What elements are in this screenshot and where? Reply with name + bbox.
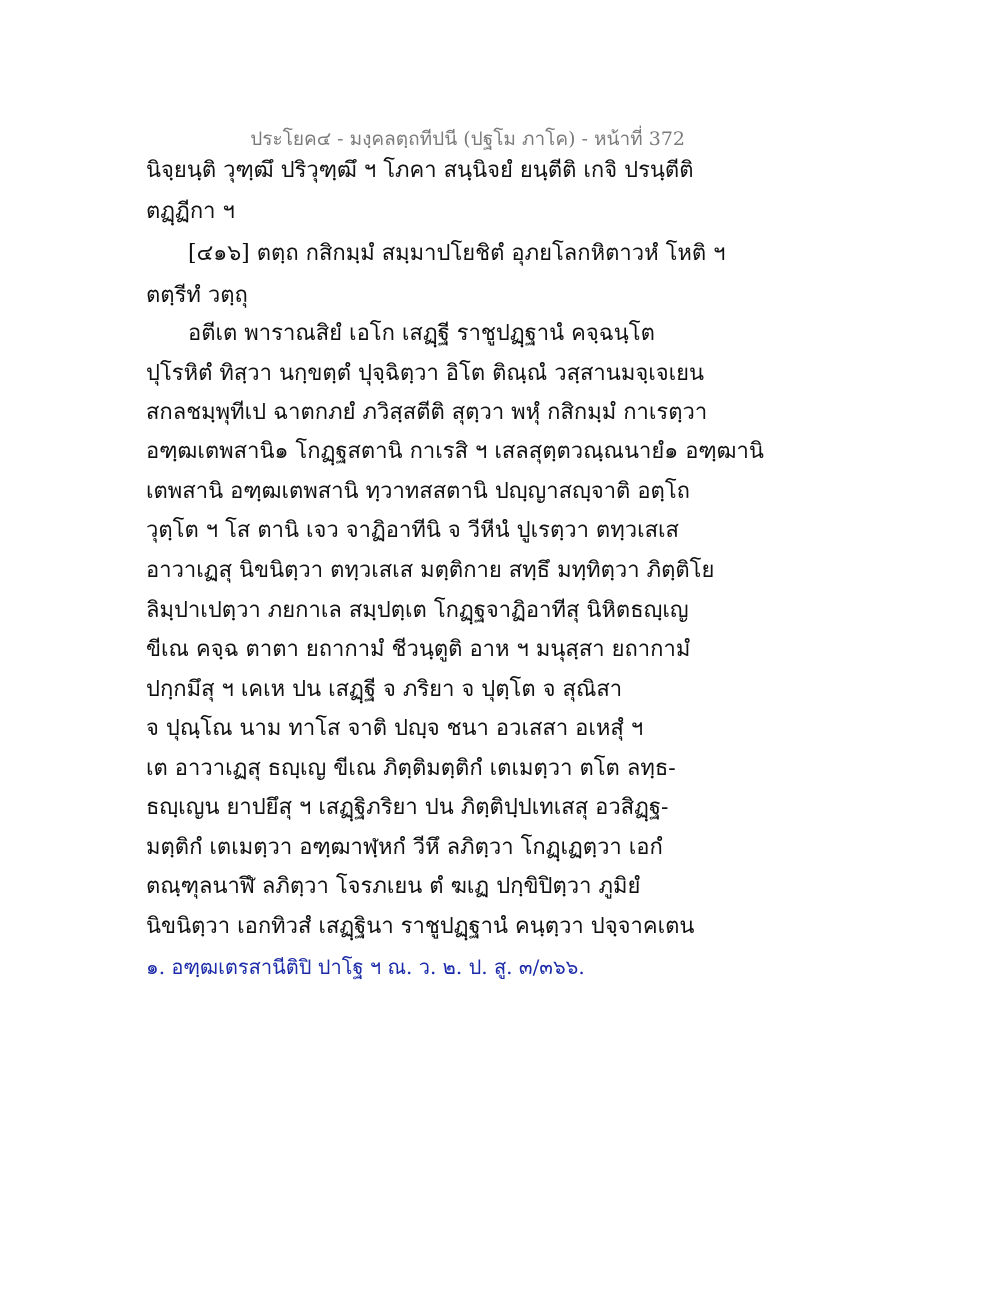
text-line: ลิมฺปาเปตฺวา ภยกาเล สมฺปตฺเต โกฏฺฐจาฏิอาทีสุ นิหิตธญฺเญ (146, 598, 689, 623)
text-line: ธญฺเญน ยาปยึสุ ฯ เสฏฺฐิภริยา ปน ภิตฺติปฺปเทเสสุ อวสิฏฺฐ- (146, 795, 669, 820)
text-line: อฑฺฒเตพสานิ๑ โกฏฺฐสตานิ กาเรสิ ฯ เสลสุตฺตวณฺณนายํ๑ อฑฺฒานิ (146, 439, 764, 464)
text-line: ขีเณ คจฺฉ ตาตา ยถากามํ ชีวนฺตูติ อาห ฯ มนุสฺสา ยถากามํ (146, 637, 691, 662)
text-line: มตฺติกํ เตเมตฺวา อฑฺฒาฬฺหกํ วีหึ ลภิตฺวา โกฏฺเฏตฺวา เอกํ (146, 835, 663, 860)
text-line: ปุโรหิตํ ทิสฺวา นกฺขตฺตํ ปุจฺฉิตฺวา อิโต ติณฺณํ วสฺสานมจฺเจเยน (146, 361, 705, 386)
text-line: จ ปุณฺโณ นาม ทาโส จาติ ปญฺจ ชนา อวเสสา อเหสุํ ฯ (146, 716, 644, 741)
footnote: ๑. อฑฺฒเตรสานีติปิ ปาโฐ ฯ ณ. ว. ๒. ป. สู. ๓/๓๖๖. (146, 955, 585, 979)
text-line: เต อาวาเฏสุ ธญฺเญ ขีเณ ภิตฺติมตฺติกํ เตเมตฺวา ตโต ลทฺธ- (146, 756, 676, 781)
text-line: ปกฺกมึสุ ฯ เคเห ปน เสฏฺฐี จ ภริยา จ ปุตฺโต จ สุณิสา (146, 677, 623, 702)
text-line: ตฏฺฏีกา ฯ (146, 199, 235, 224)
running-header: ประโยค๔ - มงฺคลตฺถทีปนี (ปฐโม ภาโค) - หน้าที่ 372 (250, 128, 685, 150)
text-line: ตตฺรีทํ วตฺถุ (146, 283, 248, 308)
text-line: นิจฺยนฺติ วุฑฺฒึ ปริวุฑฺฒึ ฯ โภคา สนฺนิจยํ ยนฺตีติ เกจิ ปรนฺตีติ (146, 158, 694, 183)
text-line: สกลชมฺพุทีเป ฉาตกภยํ ภวิสฺสตีติ สุตฺวา พหุํ กสิกมฺมํ กาเรตฺวา (146, 400, 708, 425)
text-line: [๔๑๖] ตตฺถ กสิกมฺมํ สมฺมาปโยชิตํ อุภยโลกหิตาวหํ โหติ ฯ (188, 241, 726, 266)
text-line: วุตฺโต ฯ โส ตานิ เจว จาฏิอาทีนิ จ วีหีนํ ปูเรตฺวา ตทฺวเสเส (146, 518, 679, 543)
text-line: ตณฺฑุลนาฬึ ลภิตฺวา โจรภเยน ตํ ฆเฏ ปกฺขิปิตฺวา ภูมิยํ (146, 874, 641, 899)
text-line: เตพสานิ อฑฺฒเตพสานิ ทฺวาทสสตานิ ปญฺญาสญฺจาติ อตฺโถ (146, 479, 690, 504)
text-line: อาวาเฏสุ นิขนิตฺวา ตทฺวเสเส มตฺติกาย สทฺธึ มทฺทิตฺวา ภิตฺติโย (146, 558, 715, 583)
text-line: นิขนิตฺวา เอกทิวสํ เสฏฺฐินา ราชูปฏฺฐานํ คนฺตฺวา ปจฺจาคเตน (146, 914, 695, 939)
text-line: อตีเต พาราณสิยํ เอโก เสฏฺฐี ราชูปฏฺฐานํ คจฺฉนฺโต (188, 321, 655, 346)
